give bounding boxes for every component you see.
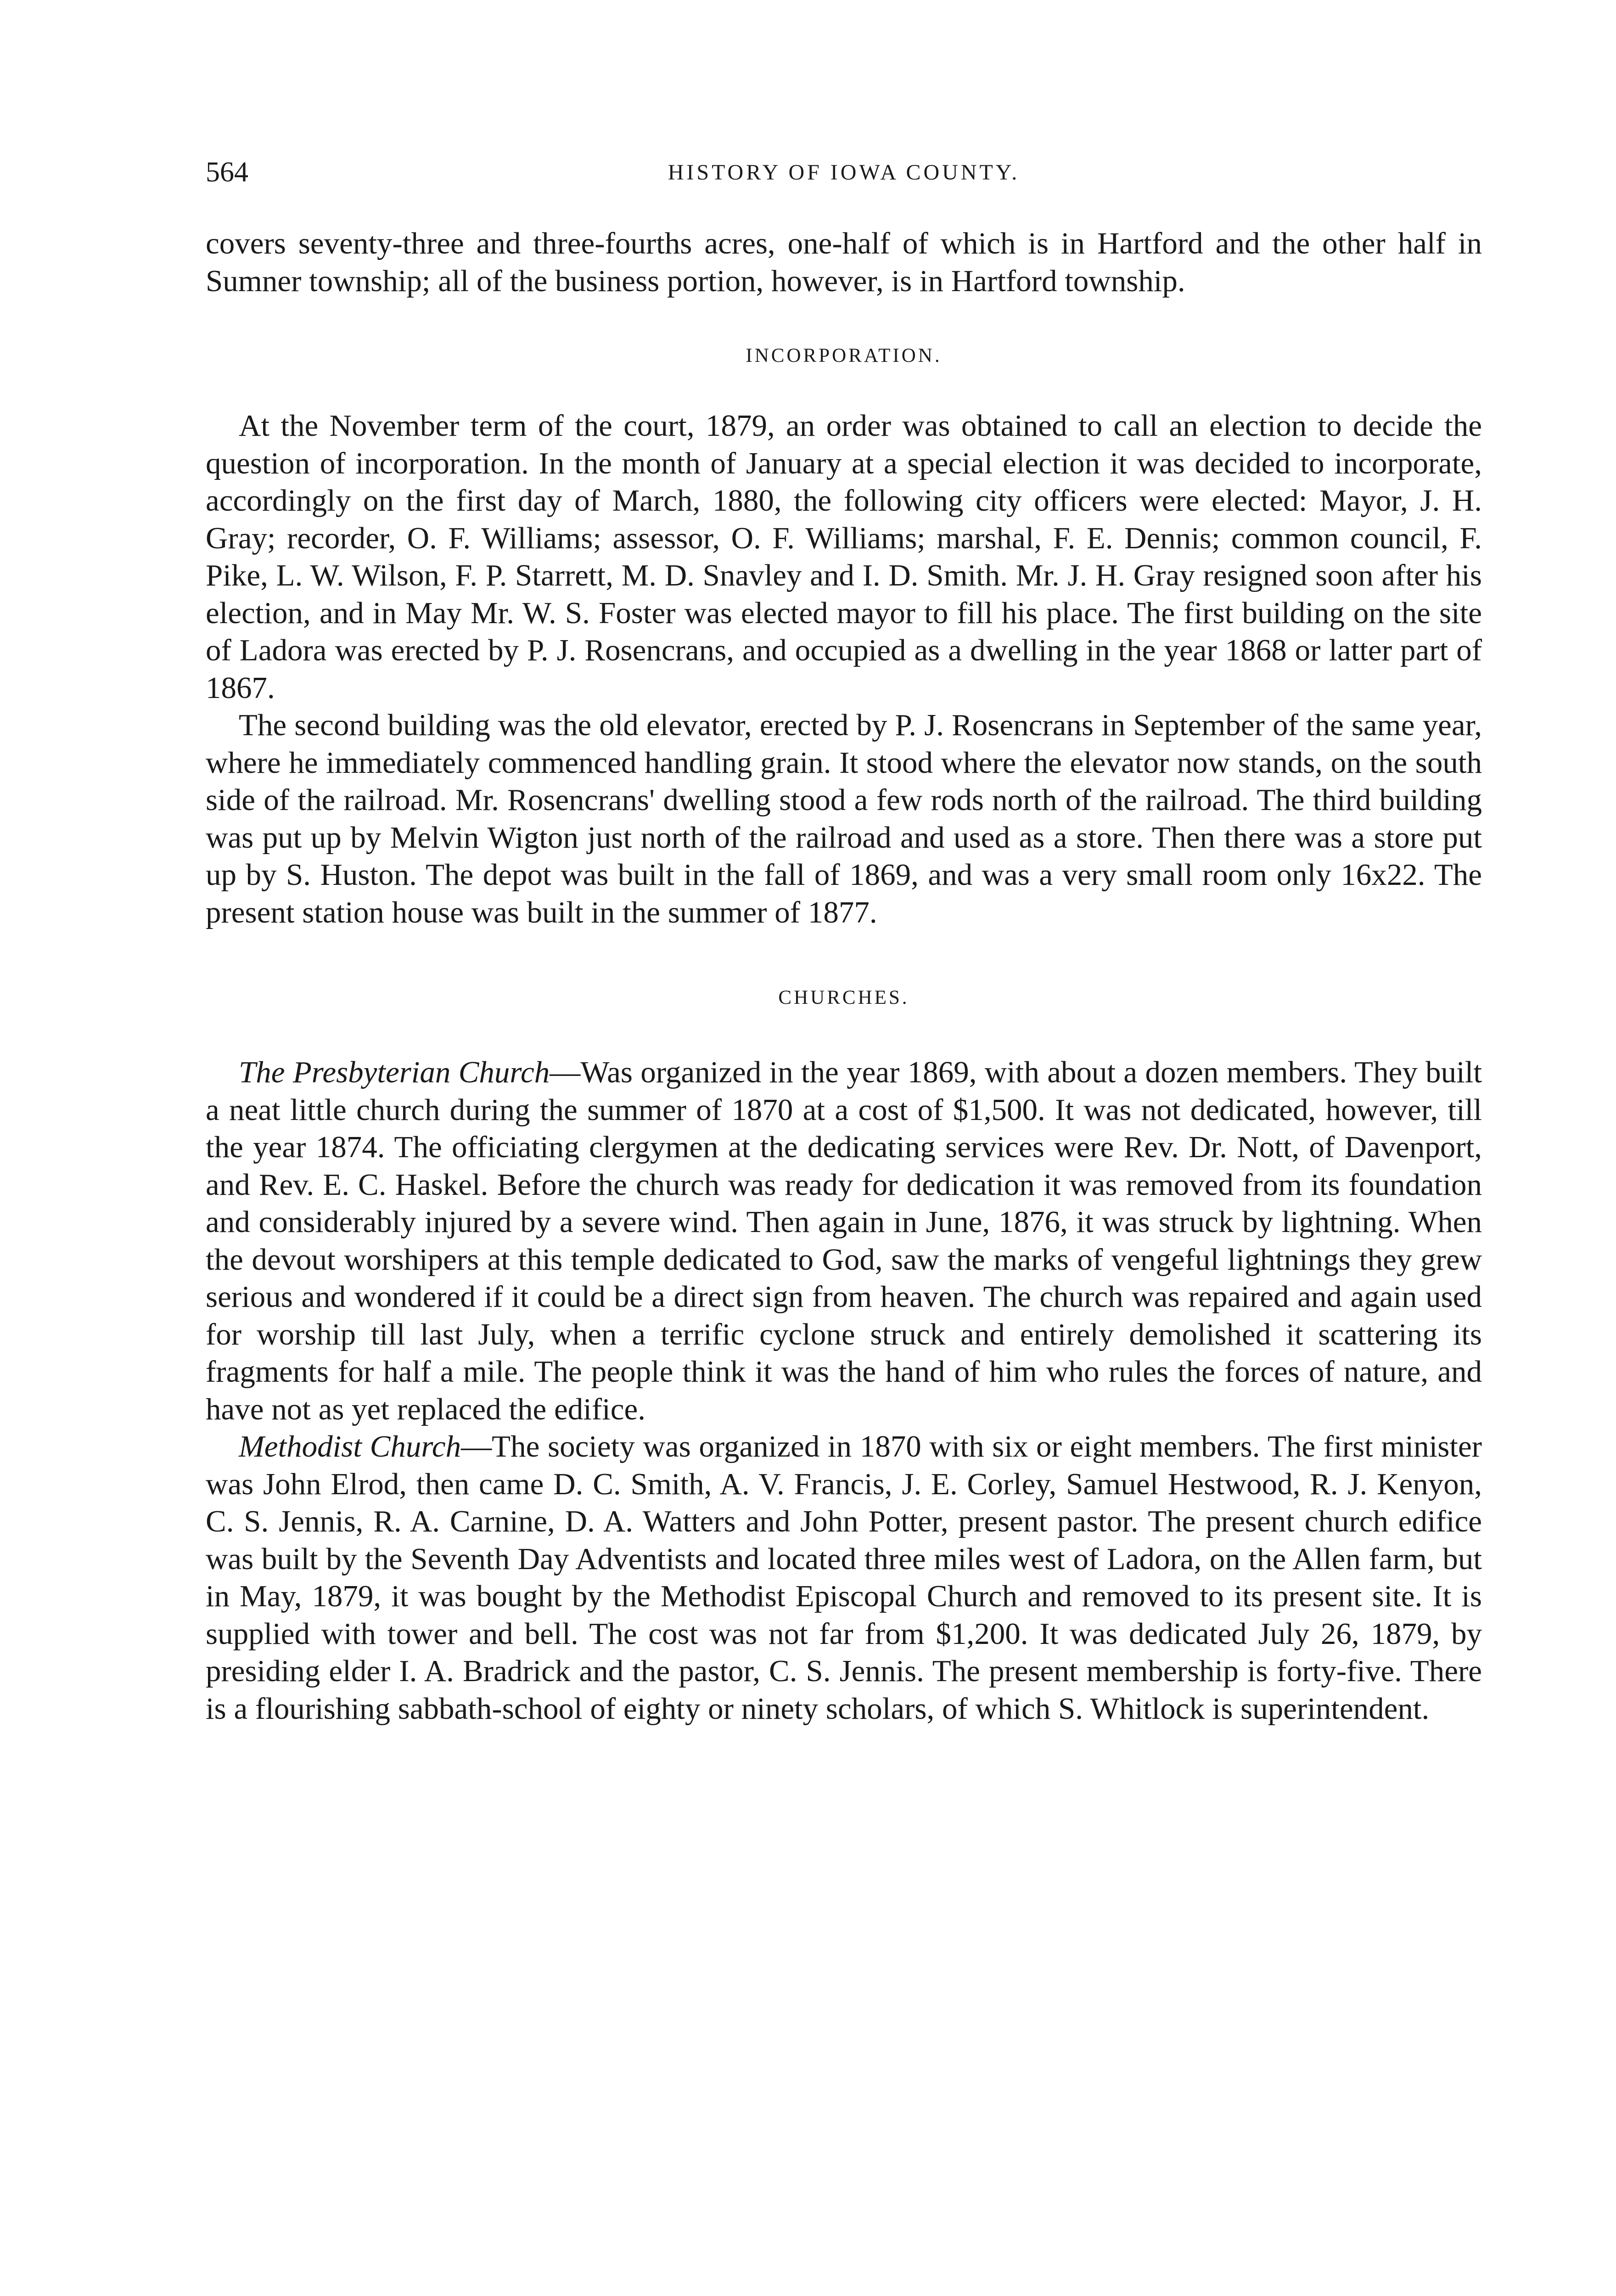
running-head	[206, 156, 1482, 197]
methodist-church-name: Methodist Church	[239, 1429, 461, 1463]
continuation-paragraph: covers seventy-three and three-fourths acres, one-half of which is in Hartford and the other half in Sumner township; all of the business portion, however, is in Hartford township.	[206, 226, 1482, 298]
book-page	[206, 156, 1482, 1728]
incorporation-paragraph-1: At the November term of the court, 1879, an order was obtained to call an election to decide the question of incorporation. In the month of January at a special election it was decided to incorporate, accordingly on the first day of March, 1880, the following city officers were elected: Mayor, J. H. Gray; recorder, O. F. Williams; assessor, O. F. Williams; marshal, F. E. Dennis; common council, F. Pike, L. W. Wilson, F. P. Starrett, M. D. Snavley and I. D. Smith. Mr. J. H. Gray resigned soon after his election, and in May Mr. W. S. Foster was elected mayor to fill his place. The first building on the site of Ladora was erected by P. J. Rosencrans, and occupied as a dwelling in the year 1868 or latter part of 1867.	[206, 409, 1482, 705]
presbyterian-church-text: —Was organized in the year 1869, with about a dozen members. They built a neat little church during the summer of 1870 at a cost of $1,500. It was not dedicated, however, till the year 1874. The officiating clergymen at the dedicating services were Rev. Dr. Nott, of Davenport, and Rev. E. C. Haskel. Before the church was ready for dedication it was removed from its foundation and considerably injured by a severe wind. Then again in June, 1876, it was struck by lightning. When the devout worshipers at this temple dedicated to God, saw the marks of vengeful lightnings they grew serious and wondered if it could be a direct sign from heaven. The church was repaired and again used for worship till last July, when a terrific cyclone struck and entirely demolished it scattering its fragments for half a mile. The people think it was the hand of him who rules the forces of nature, and have not as yet replaced the edifice.	[206, 1055, 1482, 1426]
running-title: HISTORY OF IOWA COUNTY.	[668, 160, 1020, 185]
presbyterian-church-paragraph	[206, 1054, 1482, 1428]
methodist-church-text: —The society was organized in 1870 with six or eight members. The first minister was John Elrod, then came D. C. Smith, A. V. Francis, J. E. Corley, Samuel Hestwood, R. J. Kenyon, C. S. Jennis, R. A. Carnine, D. A. Watters and John Potter, present pastor. The present church edifice was built by the Seventh Day Adventists and located three miles west of Ladora, on the Allen farm, but in May, 1879, it was bought by the Methodist Episcopal Church and removed to its present site. It is supplied with tower and bell. The cost was not far from $1,200. It was dedicated July 26, 1879, by presiding elder I. A. Bradrick and the pastor, C. S. Jennis. The present membership is forty-five. There is a flourishing sabbath-school of eighty or ninety scholars, of which S. Whitlock is superintendent.	[206, 1429, 1482, 1726]
methodist-church-paragraph	[206, 1428, 1482, 1728]
incorporation-heading: INCORPORATION.	[746, 345, 942, 366]
presbyterian-church-name: The Presbyterian Church	[239, 1055, 550, 1089]
incorporation-paragraph-2: The second building was the old elevator, erected by P. J. Rosencrans in September of the same year, where he immediately commenced handling grain. It stood where the elevator now stands, on the south side of the railroad. Mr. Rosencrans' dwelling stood a few rods north of the railroad. The third building was put up by Melvin Wigton just north of the railroad and used as a store. Then there was a store put up by S. Huston. The depot was built in the fall of 1869, and was a very small room only 16x22. The present station house was built in the summer of 1877.	[206, 708, 1482, 929]
page-number: 564	[206, 157, 248, 188]
churches-heading: CHURCHES.	[778, 987, 909, 1008]
